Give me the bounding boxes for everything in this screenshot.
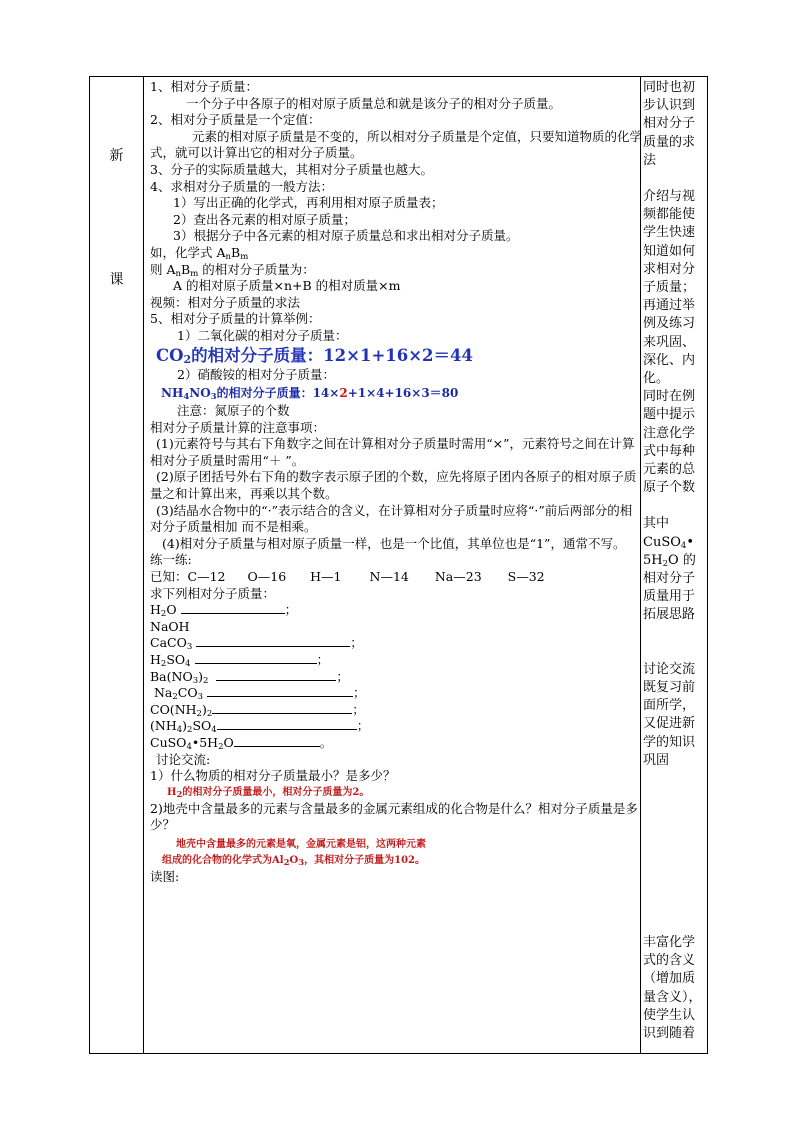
answer-blank[interactable] <box>195 652 317 664</box>
exercise-h2o: $H_2O$ ； <box>150 602 298 620</box>
nh4no3-calculation: $NH_4NO_3$的相对分子质量：14×2+1×4+16×3＝80 <box>161 386 459 403</box>
lesson-content <box>150 79 644 886</box>
example-formula-line: A 的相对原子质量×n+B 的相对质量×m <box>173 278 401 294</box>
answer-2-line-1: 地壳中含量最多的元素是氧，金属元素是铝，这两种元素 <box>176 838 426 850</box>
section-1-title: 1、相对分子质量： <box>150 79 258 94</box>
exercise-caco3: CaCO$_3$ ； <box>150 635 363 653</box>
note-4: (4)相对分子质量与相对原子质量一样，也是一个比值，其单位也是“1”，通常不写。 <box>162 535 626 551</box>
nitrogen-note: 注意：氮原子的个数 <box>177 403 290 419</box>
section-5-title: 5、相对分子质量的计算举例： <box>150 311 321 327</box>
example-then: 则 $A_nB_m$ 的相对分子质量为： <box>150 261 315 279</box>
answer-blank[interactable] <box>196 635 350 647</box>
section-2-title: 2、相对分子质量是一个定值： <box>150 112 321 128</box>
answer-2-line-2: 组成的化合物的化学式为$Al_2O_3$，其相对分子质量为102。 <box>162 854 425 868</box>
exercise-conh2: $CO(NH_2)_2$ ； <box>150 701 365 719</box>
note-2: (2)原子团括号外右下角的数字表示原子团的个数，应先将原子团内各原子的相对原子质量之和计算出来，再乘以其个数。 <box>150 469 637 502</box>
answer-blank[interactable] <box>212 702 352 714</box>
note-3: (3)结晶水合物中的“·”表示结合的含义，在计算相对分子质量时应将“·”前后两部分的相对分子质量相加 而不是相乘。 <box>150 502 633 535</box>
exercise-naoh: NaOH <box>150 618 190 634</box>
exercise-cuso4: $CuSO_4•5H_2O$ 。 <box>150 734 333 752</box>
note-text: 讨论交流既复习前面所学，又促进新学的知识巩固 <box>643 661 696 768</box>
notes-title: 相对分子质量计算的注意事项： <box>150 419 326 435</box>
question-1: 1）什么物质的相对分子质量最小？是多少？ <box>150 768 396 784</box>
exercise-nh42so4: $(NH_4)_2SO_4$ ； <box>150 718 370 736</box>
lesson-table <box>89 76 708 1054</box>
section-2-text: 元素的相对原子质量是不变的，所以相对分子质量是个定值，只要知道物质的化学式，就可以计算出它的相对分子质量。 <box>150 128 643 161</box>
known-values: 已知：C—12 O—16 H—1 N—14 Na—23 S—32 <box>150 569 545 585</box>
section-1-text: 一个分子中各原子的相对原子质量总和就是该分子的相对分子质量。 <box>186 95 562 111</box>
example-formula: 如，化学式 $A_nB_m$ <box>150 244 249 262</box>
note-text: 丰富化学式的含义（增加质量含义），使学生认识到随着 <box>643 934 702 1041</box>
video-note: 视频：相对分子质量的求法 <box>150 294 301 310</box>
note-text: 介绍与视频都能使学生快速知道如何求相对分子质量；再通过举例及练习来巩固、深化、内化。 <box>643 189 696 387</box>
practice-title: 练一练: <box>150 552 192 568</box>
method-step: 1）写出正确的化学式，再利用相对原子质量表； <box>173 195 444 211</box>
section-label-ke: 课 <box>109 272 124 288</box>
note-1: (1)元素符号与其右下角数字之间在计算相对分子质量时需用“×”，元素符号之间在计算相对分子质量时需用“＋ ”。 <box>150 436 635 468</box>
section-4-title: 4、求相对分子质量的一般方法： <box>150 178 333 194</box>
teaching-notes <box>643 79 705 1043</box>
find-instruction: 求下列相对分子质量： <box>150 585 276 601</box>
exercise-h2so4: $H_2SO_4$ ； <box>150 652 330 669</box>
exercise-na2co3: $Na_2CO_3$ ； <box>153 685 366 703</box>
answer-blank[interactable] <box>181 602 285 614</box>
question-2: 2)地壳中含量最多的元素与含量最多的金属元素组成的化合物是什么？相对分子质量是多少？ <box>150 800 638 833</box>
note-text: 同时也初步认识到相对分子质量的求法 <box>643 80 696 168</box>
read-figure: 读图: <box>150 868 180 884</box>
answer-blank[interactable] <box>217 718 357 730</box>
method-step: 3）根据分子中各元素的相对原子质量总和求出相对分子质量。 <box>173 228 519 244</box>
section-label-xin: 新 <box>109 148 124 164</box>
method-step: 2）查出各元素的相对原子质量； <box>173 211 356 227</box>
answer-blank[interactable] <box>207 685 353 697</box>
column-divider <box>143 77 144 1053</box>
note-text: 同时在例题中提示注意化学式中每种元素的总原子个数 <box>643 389 696 496</box>
answer-blank[interactable] <box>216 669 336 681</box>
co2-calculation: $CO_2$的相对分子质量：12×1+16×2＝44 <box>156 345 473 366</box>
note-text: 其中 CuSO$_4$• $5H_2O$ 的相对分子质量用于拓展思路 <box>643 516 696 623</box>
answer-1: $H_2$的相对分子质量最小，相对分子质量为2。 <box>167 786 370 800</box>
answer-blank[interactable] <box>234 735 320 747</box>
section-3: 3、分子的实际质量越大，其相对分子质量也越大。 <box>150 161 433 177</box>
discussion-title: 讨论交流: <box>156 751 211 767</box>
exercise-bano3: $Ba(NO_3)_2$ ； <box>150 668 349 686</box>
example-1-title: 1）二氧化碳的相对分子质量： <box>177 327 348 343</box>
example-2-title: 2）硝酸铵的相对分子质量： <box>177 366 335 382</box>
